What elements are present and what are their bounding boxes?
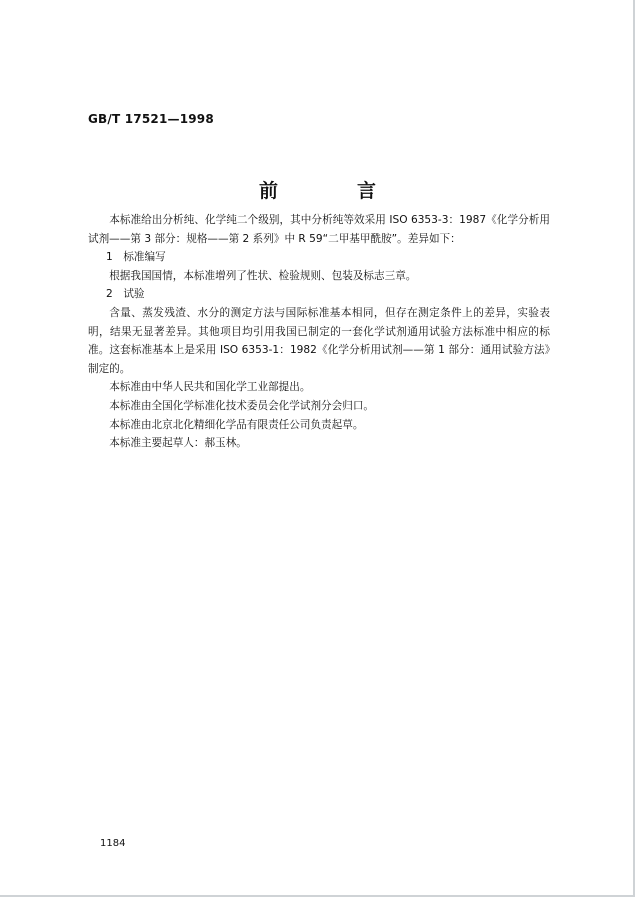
paragraph-main-drafter: 本标准主要起草人：郝玉林。 bbox=[109, 437, 247, 450]
paragraph-drafted-by: 本标准由北京北化精细化学品有限责任公司负责起草。 bbox=[109, 418, 364, 431]
section-heading-1: 1 标准编写 bbox=[106, 251, 166, 264]
foreword-body bbox=[88, 211, 550, 453]
paragraph-test: 含量、蒸发残渣、水分的测定方法与国际标准基本相同，但存在测定条件上的差异，实验表明，结果无显著差异。其他项目均引用我国已制定的一套化学试剂通用试验方法标准中相应的标准。这套标准基本上是采用 ISO 6353-1：1982《化学分析用试剂——第 1 部分：通用试验方法》制定的。 bbox=[88, 306, 550, 375]
paragraph-standard-writing: 根据我国国情，本标准增列了性状、检验规则、包装及标志三章。 bbox=[109, 269, 417, 282]
section-heading-2: 2 试验 bbox=[106, 288, 145, 301]
page-number: 1184 bbox=[100, 838, 126, 849]
paragraph-proposed-by: 本标准由中华人民共和国化学工业部提出。 bbox=[109, 381, 311, 394]
paragraph-centralized-by: 本标准由全国化学标准化技术委员会化学试剂分会归口。 bbox=[109, 399, 375, 412]
standard-code: GB/T 17521—1998 bbox=[88, 112, 214, 126]
paragraph-intro: 本标准给出分析纯、化学纯二个级别，其中分析纯等效采用 ISO 6353-3：1987《化学分析用试剂——第 3 部分：规格——第 2 系列》中 R 59“二甲基甲酰胺”。差异如下： bbox=[88, 214, 550, 245]
page-title: 前 言 bbox=[258, 180, 406, 202]
